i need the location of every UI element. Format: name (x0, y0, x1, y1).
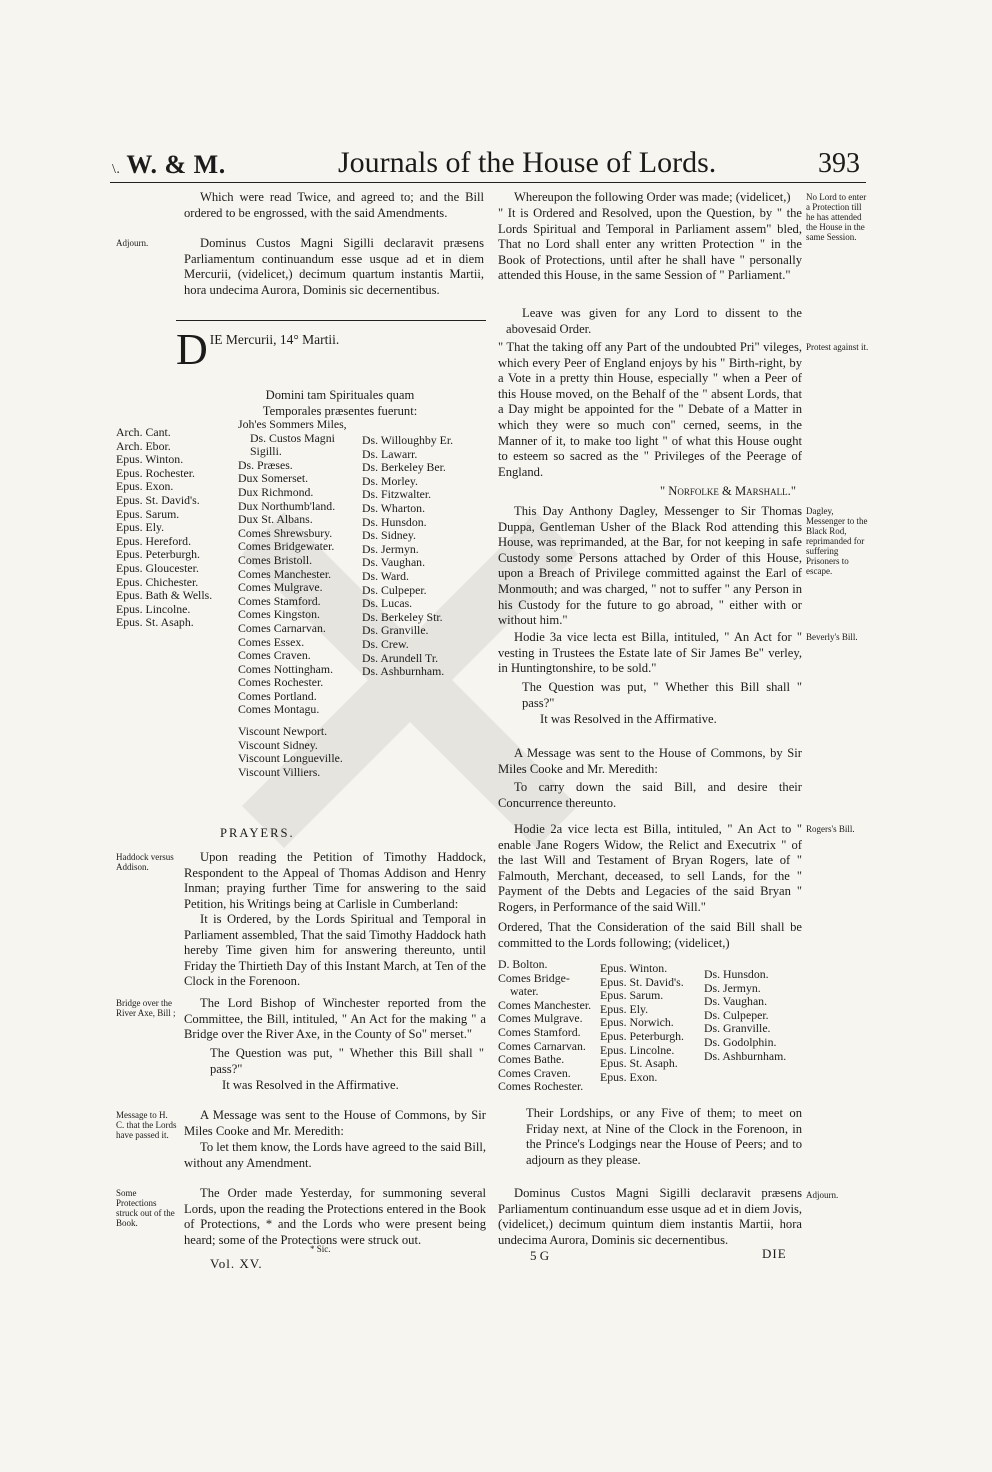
list-item: Ds. Lawarr. (362, 446, 418, 461)
list-item: Ds. Ashburnham. (362, 664, 445, 679)
header-reign: \. W. & M. (112, 150, 226, 179)
margin-note-protections: Some Protections struck out of the Book. (116, 1188, 175, 1228)
list-item: Epus. Peterburgh. (116, 547, 200, 562)
list-item: Epus. Gloucester. (116, 560, 199, 575)
para-message-2: A Message was sent to the House of Commons, by Sir Miles Cooke and Mr. Meredith: (498, 746, 802, 776)
list-item: Sigilli. (250, 444, 282, 459)
list-item: Ds. Arundell Tr. (362, 650, 439, 665)
list-item: Dux Northumb'land. (238, 498, 336, 513)
para-adjourn: Dominus Custos Magni Sigilli declaravit præsens Parliamentum continuandum esse usque ad et in diem Mercurii, (videlicet,) decimum quartum instantis Martii, hora undecima Aurora, Dominis sic decernentibus. (184, 236, 484, 297)
list-item: Ds. Godolphin. (704, 1034, 777, 1049)
margin-note-bridge: Bridge over the River Axe, Bill ; (116, 998, 176, 1018)
para-question-2: The Question was put, " Whether this Bill shall " pass?" (522, 680, 802, 710)
list-item: Comes Manchester. (498, 997, 592, 1012)
list-item: Epus. Lincolne. (600, 1042, 675, 1057)
para-order-yesterday: The Order made Yesterday, for summoning several Lords, upon the reading the Protections entered in the Book of Protections, * and the Lords who were present being heard; some of the Protections were struck out. (184, 1186, 486, 1247)
list-item: Comes Kingston. (238, 607, 320, 622)
protest-signers: " Norfolke & Marshall." (660, 484, 796, 498)
list-item: Ds. Lucas. (362, 596, 413, 611)
list-item: Ds. Custos Magni (250, 430, 335, 445)
list-item: Epus. Chichester. (116, 574, 199, 589)
margin-note-haddock: Haddock versus Addison. (116, 852, 174, 872)
list-item: water. (510, 984, 539, 999)
header-title: Journals of the House of Lords. (338, 146, 717, 179)
para-let-know: To let them know, the Lords have agreed to the said Bill, without any Amendment. (184, 1140, 486, 1170)
day-heading (176, 325, 486, 374)
committee-barons-list (704, 968, 804, 1063)
list-item: Ds. Crew. (362, 636, 409, 651)
footnote: * Sic. (310, 1244, 331, 1254)
prayers-heading: PRAYERS. (220, 826, 295, 840)
list-item: Viscount Newport. (238, 724, 328, 739)
list-item: Epus. Winton. (600, 961, 668, 975)
list-item: Comes Craven. (498, 1065, 571, 1080)
list-item: Joh'es Sommers Miles, (238, 417, 347, 431)
para-resolved-2: It was Resolved in the Affirmative. (540, 712, 717, 726)
list-item: Comes Shrewsbury. (238, 525, 333, 540)
para-resolved-1: It was Resolved in the Affirmative. (222, 1078, 399, 1092)
list-item: Ds. Hunsdon. (704, 967, 769, 981)
para-adjourn-2: Dominus Custos Magni Sigilli declaravit præsens Parliamentum continuandum esse usque ad et in diem Jovis, (videlicet,) decimum quintum diem instantis Martii, hora undecima Aurora, Dominis sic decernentibus. (498, 1186, 802, 1247)
committee-bishops-list (600, 962, 700, 1084)
list-item: Comes Bridge- (498, 970, 570, 985)
list-item: Ds. Vaughan. (362, 555, 426, 570)
present-heading: Domini tam Spirituales quam Temporales præsentes fuerunt: (262, 388, 418, 418)
day-heading-text: IE Mercurii, 14° Martii. (209, 332, 340, 347)
list-item: Comes Montagu. (238, 702, 320, 717)
list-item: Epus. Hereford. (116, 533, 192, 548)
list-item: Epus. Bath & Wells. (116, 588, 213, 603)
list-item: Viscount Sidney. (238, 737, 318, 752)
list-item: Ds. Jermyn. (704, 980, 761, 995)
section-rule (176, 320, 486, 321)
list-item: Comes Manchester. (238, 566, 332, 581)
barons-list (362, 434, 486, 679)
list-item: Ds. Vaughan. (704, 994, 768, 1009)
para-question-1: The Question was put, " Whether this Bill shall " pass?" (210, 1046, 484, 1076)
volume-label: Vol. XV. (210, 1256, 263, 1271)
list-item: Ds. Berkeley Ber. (362, 460, 446, 475)
margin-note-no-lord: No Lord to enter a Protection till he has attended the House in the same Session. (806, 192, 867, 242)
list-item: Epus. Norwich. (600, 1015, 674, 1030)
list-item: Dux Somerset. (238, 471, 309, 486)
para-whereupon: Whereupon the following Order was made; (videlicet,) (514, 190, 791, 204)
drop-cap: D (176, 325, 208, 374)
list-item: Epus. Sarum. (116, 506, 180, 521)
peers-list (238, 418, 360, 779)
list-item: D. Bolton. (498, 957, 548, 971)
list-item: Arch. Cant. (116, 425, 171, 439)
list-item: Epus. St. Asaph. (600, 1056, 678, 1071)
list-item: Epus. Ely. (600, 1001, 649, 1016)
margin-note-dagley: Dagley, Messenger to the Black Rod, reprimanded for suffering Prisoners to escape. (806, 506, 868, 576)
para-read-twice: Which were read Twice, and agreed to; and the Bill ordered to be engrossed, with the said Amendments. (184, 190, 484, 220)
signature-mark: 5 G (530, 1248, 550, 1263)
list-item: Epus. Rochester. (116, 465, 195, 480)
list-item: Comes Mulgrave. (498, 1011, 583, 1026)
bishops-list (116, 426, 234, 630)
list-item: Comes Bridgewater. (238, 539, 335, 554)
para-leave: Leave was given for any Lord to dissent to the abovesaid Order. (506, 306, 802, 336)
margin-note-protest: Protest against it. (806, 342, 869, 352)
list-item: Comes Mulgrave. (238, 580, 323, 595)
para-ordered-haddock: It is Ordered, by the Lords Spiritual and Temporal in Parliament assembled, That the said Timothy Haddock hath hereby Time given him for answering thereunto, until Friday the Thirtieth Day of this Instant March, at Ten of the Clock in the Forenoon. (184, 912, 486, 989)
list-item: Comes Bristoll. (238, 552, 313, 567)
para-protest: " That the taking off any Part of the undoubted Pri" vileges, which every Peer of England enjoys by his " Birth-right, by a Vote in a pretty thin House, especially " when a Peer of this House moved, on the Behalf of the " absent Lords, that a Day might be appointed for the " Debate of a Matter in which they were so much con" cerned, seems, in the Manner of it, to make too light " of what this House ought to esteem so sacred as the " Privileges of the Peerage of England. (498, 340, 802, 479)
para-message: A Message was sent to the House of Commons, by Sir Miles Cooke and Mr. Meredith: (184, 1108, 486, 1138)
list-item: Epus. St. David's. (116, 492, 200, 507)
para-rogers: Hodie 2a vice lecta est Billa, intituled, " An Act to " enable Jane Rogers Widow, the Relict and Executrix " of the last Will and Testament of Bryan Rogers, late of " Falmouth, Merchant, deceased, to sell Lands, for the " Payment of the Debts and Legacies of the said Bryan " Rogers, in Performance of the said Will." (498, 822, 802, 914)
list-item: Comes Portland. (238, 688, 317, 703)
list-item: Comes Carnarvan. (238, 620, 326, 635)
margin-note-message: Message to H. C. that the Lords have passed it. (116, 1110, 177, 1140)
list-item: Comes Stamford. (498, 1024, 581, 1039)
list-item: Epus. Sarum. (600, 988, 664, 1003)
list-item: Viscount Longueville. (238, 751, 343, 766)
list-item: Ds. Præses. (238, 457, 293, 472)
para-bridge: The Lord Bishop of Winchester reported from the Committee, the Bill, intituled, " An Act for the making " a Bridge over the River Axe, in the County of So" merset." (184, 996, 486, 1042)
margin-note-beverly: Beverly's Bill. (806, 632, 858, 642)
list-item: Ds. Willoughby Er. (362, 433, 454, 447)
list-item: Ds. Ashburnham. (704, 1048, 787, 1063)
list-item: Epus. Lincolne. (116, 601, 191, 616)
para-carry: To carry down the said Bill, and desire their Concurrence thereunto. (498, 780, 802, 810)
list-item: Comes Craven. (238, 648, 311, 663)
list-item: Ds. Morley. (362, 473, 418, 488)
list-item: Ds. Granville. (362, 623, 429, 638)
list-item: Epus. St. Asaph. (116, 615, 194, 630)
para-lordships: Their Lordships, or any Five of them; to meet on Friday next, at Nine of the Clock in the Forenoon, in the Prince's Lodgings near the House of Peers; and to adjourn as they please. (526, 1106, 802, 1167)
list-item: Ds. Fitzwalter. (362, 487, 432, 502)
list-item: Ds. Wharton. (362, 500, 426, 515)
list-item: Viscount Villiers. (238, 764, 321, 779)
catchword: DIE (762, 1246, 787, 1261)
margin-note-adjourn-2: Adjourn. (806, 1190, 839, 1200)
list-item: Ds. Granville. (704, 1021, 771, 1036)
list-item: Ds. Culpeper. (704, 1007, 769, 1022)
para-dagley: This Day Anthony Dagley, Messenger to Sir Thomas Duppa, Gentleman Usher of the Black Rod attending this House, was reprimanded, at the Bar, for not keeping in safe Custody some Persons attached by Order of this House, upon a Breach of Privilege committed against the Earl of Monmouth; and was charged, " not to suffer " any Person in his Custody for the future to go abroad, " either with or without him." (498, 504, 802, 628)
list-item: Epus. Ely. (116, 520, 165, 535)
list-item: Ds. Hunsdon. (362, 514, 427, 529)
para-haddock: Upon reading the Petition of Timothy Haddock, Respondent to the Appeal of Thomas Addison and Henry Inman; praying further Time for answering to the said Petition, his Writings being at Carlisle in Cumberland: (184, 850, 486, 911)
para-order-protection: " It is Ordered and Resolved, upon the Question, by " the Lords Spiritual and Temporal in Parliament assem" bled, That no Lord shall enter any written Protection " in the Book of Protections, until after he shall have " personally attended this House, in the same Session of " Parliament." (498, 206, 802, 283)
list-item: Comes Bathe. (498, 1052, 565, 1067)
list-item: Comes Rochester. (238, 675, 324, 690)
list-item: Epus. Peterburgh. (600, 1028, 684, 1043)
list-item: Comes Stamford. (238, 593, 321, 608)
list-item: Comes Carnarvan. (498, 1038, 586, 1053)
list-item: Epus. Exon. (116, 479, 174, 494)
list-item: Ds. Sidney. (362, 528, 416, 543)
list-item: Ds. Jermyn. (362, 541, 419, 556)
list-item: Dux Richmond. (238, 484, 314, 499)
list-item: Epus. Exon. (600, 1069, 658, 1084)
para-ordered-committee: Ordered, That the Consideration of the said Bill shall be committed to the Lords following; (videlicet,) (498, 920, 802, 950)
list-item: Epus. Winton. (116, 452, 184, 467)
committee-peers-list (498, 958, 598, 1094)
list-item: Arch. Ebor. (116, 438, 171, 453)
list-item: Ds. Culpeper. (362, 582, 427, 597)
list-item: Comes Essex. (238, 634, 305, 649)
list-item: Comes Nottingham. (238, 661, 334, 676)
list-item: Epus. St. David's. (600, 974, 684, 989)
margin-note-rogers: Rogers's Bill. (806, 824, 855, 834)
list-item: Dux St. Albans. (238, 512, 313, 527)
para-beverly: Hodie 3a vice lecta est Billa, intituled, " An Act for " vesting in Trustees the Estate late of Sir James Be" verley, in Huntingtonshire, to be sold." (498, 630, 802, 676)
margin-note-adjourn: Adjourn. (116, 238, 149, 248)
list-item: Ds. Ward. (362, 568, 409, 583)
list-item: Comes Rochester. (498, 1079, 584, 1094)
page-number: 393 (818, 148, 860, 179)
list-item: Ds. Berkeley Str. (362, 609, 443, 624)
header-rule (110, 182, 866, 183)
